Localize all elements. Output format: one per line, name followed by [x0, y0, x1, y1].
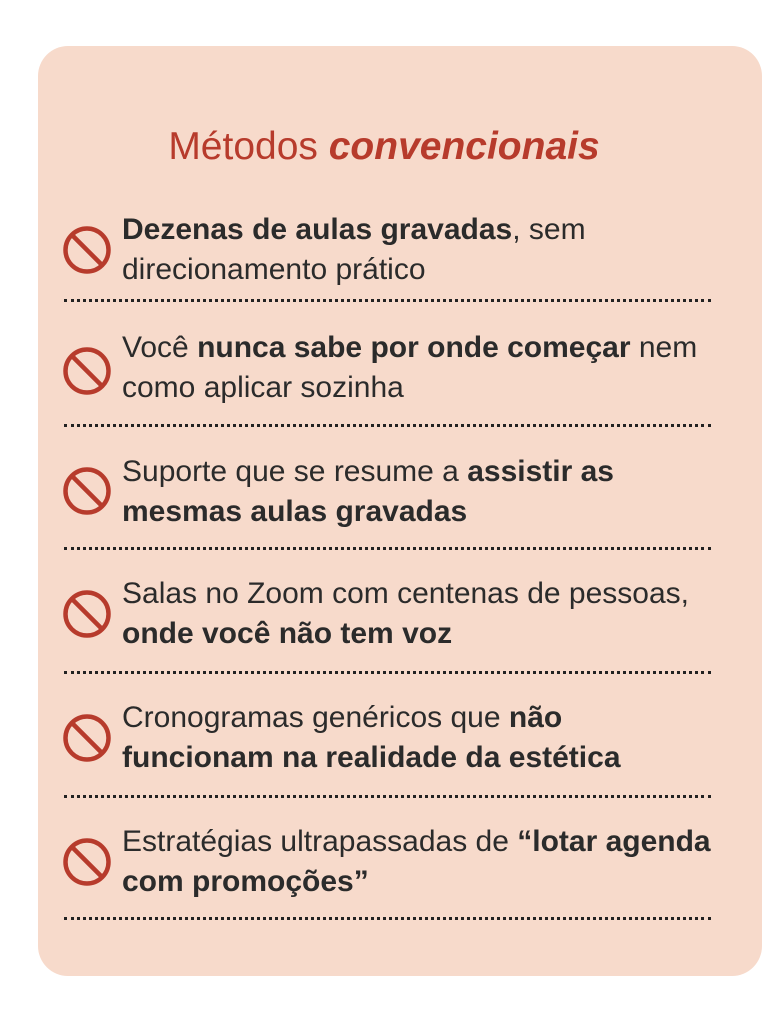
item-text-regular: , sem direcionamento prático [122, 213, 586, 286]
list-item [62, 206, 712, 296]
item-text [122, 328, 712, 408]
item-text-bold: não funcionam na realidade da estética [122, 701, 621, 774]
item-text [122, 210, 712, 290]
item-text-regular: Estratégias ultrapassadas de [122, 825, 518, 858]
prohibition-icon [62, 466, 112, 516]
item-text [122, 698, 712, 778]
title-regular: Métodos [168, 125, 329, 168]
title-emphasis: convencionais [328, 125, 600, 168]
item-text-regular: Suporte que se resume a [122, 455, 468, 488]
prohibition-icon [62, 713, 112, 763]
item-text [122, 452, 712, 532]
item-text-regular: Cronogramas genéricos que [122, 701, 509, 734]
list-item [62, 822, 712, 912]
dotted-divider [64, 299, 711, 302]
item-text-bold: “lotar agenda com promoções” [122, 825, 711, 898]
dotted-divider [64, 671, 711, 674]
item-text [122, 574, 712, 654]
item-text-bold: onde você não tem voz [122, 617, 453, 650]
list-item [62, 574, 712, 664]
dotted-divider [64, 917, 711, 920]
item-text [122, 822, 712, 902]
list-item [62, 328, 712, 418]
prohibition-icon [62, 589, 112, 639]
prohibition-icon [62, 346, 112, 396]
item-text-bold: assistir as mesmas aulas gravadas [122, 455, 614, 528]
list-item [62, 452, 712, 542]
list-item [62, 698, 712, 788]
item-text-regular: Salas no Zoom com centenas de pessoas, [122, 577, 689, 610]
item-text-bold: Dezenas de aulas gravadas [122, 213, 513, 246]
prohibition-icon [62, 837, 112, 887]
item-text-regular: nem como aplicar sozinha [122, 331, 698, 404]
prohibition-icon [62, 225, 112, 275]
card-title [0, 124, 768, 170]
dotted-divider [64, 547, 711, 550]
dotted-divider [64, 795, 711, 798]
item-text-regular: Você [122, 331, 198, 364]
dotted-divider [64, 424, 711, 427]
item-text-bold: nunca sabe por onde começar [197, 331, 631, 364]
